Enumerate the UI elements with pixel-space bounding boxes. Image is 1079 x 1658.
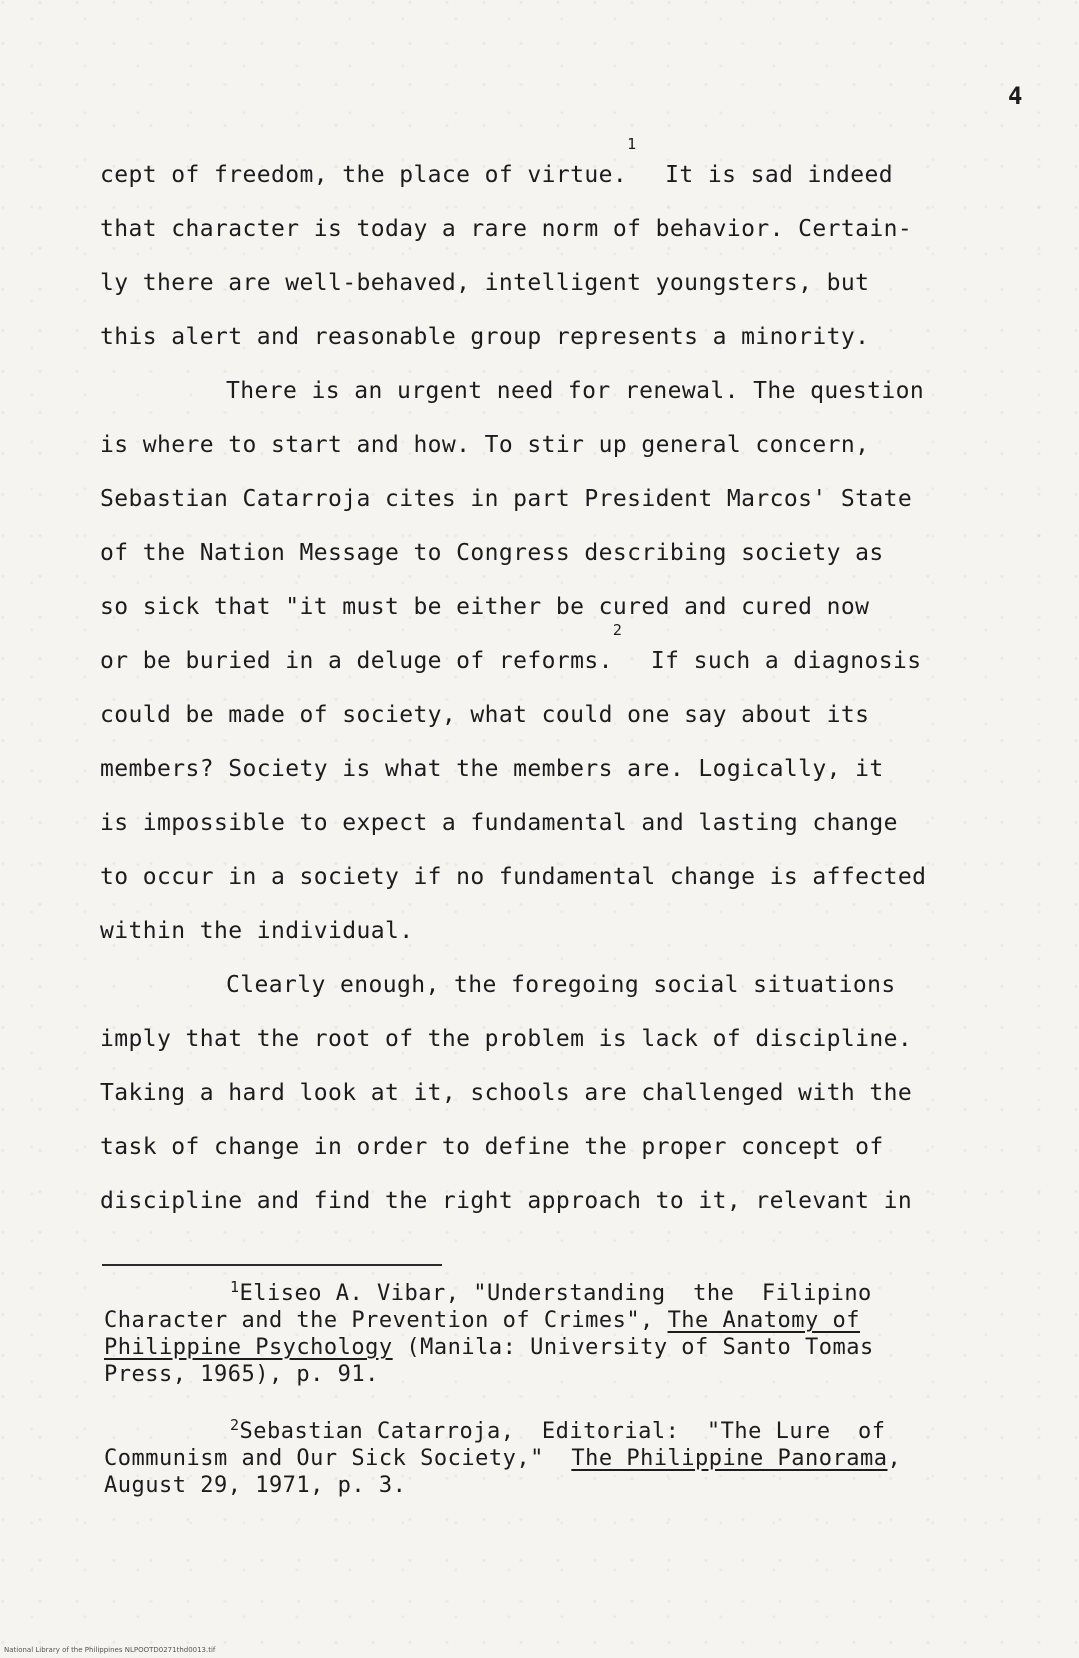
text-line-content: within the individual.	[100, 918, 414, 944]
footnote-text: Eliseo A. Vibar, "Understanding the Filipino	[239, 1281, 872, 1306]
page-number: 4	[1008, 82, 1023, 110]
footnote-line	[104, 1307, 1034, 1334]
text-line	[100, 904, 1030, 958]
text-line-content: There is an urgent need for renewal. The question	[226, 378, 925, 404]
footnote-title: The Philippine Panorama	[571, 1446, 888, 1471]
footnote-text: (Manila: University of Santo Tomas	[392, 1335, 874, 1360]
footnote-1	[104, 1280, 1034, 1388]
text-line	[100, 418, 1030, 472]
text-line	[100, 1120, 1030, 1174]
footnote-line	[104, 1418, 1034, 1445]
text-line	[100, 796, 1030, 850]
text-line-content: Sebastian Catarroja cites in part President Marcos' State	[100, 486, 913, 512]
text-line	[100, 1174, 1030, 1228]
text-line	[100, 1012, 1030, 1066]
archive-label: National Library of the Philippines NLPOOTD0271thd0013.tif	[4, 1646, 216, 1654]
footnote-text: Sebastian Catarroja, Editorial: "The Lure of	[239, 1419, 886, 1444]
text-line	[100, 621, 1030, 688]
footnote-mark: 1	[230, 1278, 240, 1296]
text-line-content: is impossible to expect a fundamental and lasting change	[100, 810, 898, 836]
text-line	[100, 688, 1030, 742]
text-line	[100, 472, 1030, 526]
footnotes	[104, 1280, 1034, 1529]
footnote-line	[104, 1445, 1034, 1472]
footnote-reference: 2	[612, 621, 623, 639]
text-line-content: Taking a hard look at it, schools are challenged with the	[100, 1080, 913, 1106]
text-line	[100, 742, 1030, 796]
footnote-title: Philippine Psychology	[104, 1335, 393, 1360]
footnote-2	[104, 1418, 1034, 1499]
text-line-content: Clearly enough, the foregoing social situations	[226, 972, 896, 998]
text-line-content: or be buried in a deluge of reforms.	[100, 648, 613, 674]
footnote-text: Communism and Our Sick Society,"	[104, 1446, 572, 1471]
text-line-content: discipline and find the right approach to it, relevant in	[100, 1188, 913, 1214]
text-line-content: is where to start and how. To stir up general concern,	[100, 432, 870, 458]
footnote-text: August 29, 1971, p. 3.	[104, 1473, 407, 1498]
text-line-content: members? Society is what the members are. Logically, it	[100, 756, 884, 782]
body-text	[100, 135, 1030, 1228]
footnote-line	[104, 1334, 1034, 1361]
text-line	[100, 850, 1030, 904]
text-line-content: cept of freedom, the place of virtue.	[100, 162, 628, 188]
footnote-title: The Anatomy of	[667, 1308, 860, 1333]
text-line	[100, 580, 1030, 634]
text-line-content: ly there are well-behaved, intelligent youngsters, but	[100, 270, 870, 296]
text-line	[100, 310, 1030, 364]
text-line	[100, 135, 1030, 202]
text-line-content: task of change in order to define the proper concept of	[100, 1134, 884, 1160]
footnote-text: Press, 1965), p. 91.	[104, 1362, 379, 1387]
text-line	[100, 202, 1030, 256]
text-line	[100, 526, 1030, 580]
text-line	[100, 1066, 1030, 1120]
footnote-mark: 2	[230, 1416, 240, 1434]
footnote-divider	[102, 1264, 442, 1266]
text-line-content: could be made of society, what could one say about its	[100, 702, 870, 728]
text-line-content: to occur in a society if no fundamental change is affected	[100, 864, 927, 890]
text-line	[100, 364, 1030, 418]
text-line-content: of the Nation Message to Congress describing society as	[100, 540, 884, 566]
text-line	[100, 256, 1030, 310]
text-line-continuation: It is sad indeed	[636, 162, 894, 188]
text-line-content: so sick that "it must be either be cured and cured now	[100, 594, 870, 620]
text-line-content: that character is today a rare norm of behavior. Certain-	[100, 216, 913, 242]
footnote-text: ,	[887, 1446, 902, 1471]
footnote-line	[104, 1280, 1034, 1307]
text-line	[100, 958, 1030, 1012]
footnote-line	[104, 1472, 1034, 1499]
footnote-reference: 1	[627, 135, 637, 153]
text-line-continuation: If such a diagnosis	[622, 648, 922, 674]
text-line-content: imply that the root of the problem is lack of discipline.	[100, 1026, 913, 1052]
footnote-text: Character and the Prevention of Crimes",	[104, 1308, 668, 1333]
text-line-content: this alert and reasonable group represents a minority.	[100, 324, 870, 350]
footnote-line	[104, 1361, 1034, 1388]
